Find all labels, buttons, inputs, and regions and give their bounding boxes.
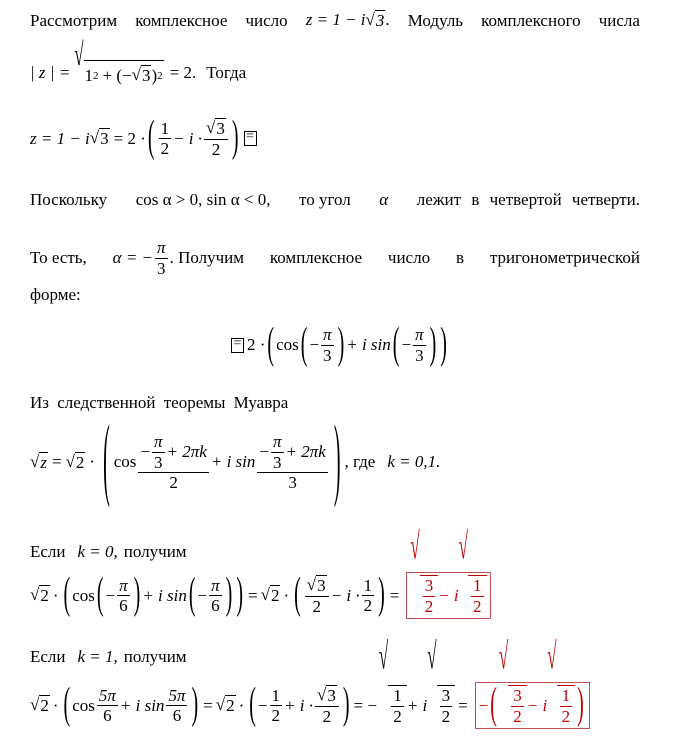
text: 2 — [312, 596, 321, 616]
text: + i sin — [346, 335, 391, 355]
text: + 2πk — [285, 442, 326, 462]
text: комплексное — [135, 10, 228, 30]
text: k = 0,1. — [387, 452, 441, 472]
line-k0 — [30, 542, 187, 562]
line-quadrant — [30, 190, 640, 210]
text: = 2. — [169, 63, 197, 82]
text: = — [203, 695, 213, 715]
line-alpha — [30, 238, 640, 278]
text: 3 — [100, 129, 109, 149]
parenthesis: ( — [249, 680, 256, 729]
text: Из следственной теоремы Муавра — [30, 393, 289, 412]
radical-sign-icon: √ — [365, 10, 375, 29]
text: комплексного — [481, 10, 581, 30]
line-trig-form — [228, 319, 449, 369]
text: 2 — [441, 706, 451, 726]
text: 2 — [393, 706, 402, 726]
text: 3 — [441, 686, 451, 705]
text: 3 — [415, 345, 424, 365]
parenthesis: ) — [337, 319, 345, 369]
parenthesis: ) — [225, 570, 233, 619]
equals-box: = — [231, 338, 244, 353]
radical-sign-icon: √ — [410, 525, 420, 568]
text: 3 — [323, 345, 332, 365]
text: cos — [72, 585, 95, 605]
text: То есть, — [30, 248, 87, 268]
parenthesis: ( — [267, 319, 275, 369]
text: 1 — [160, 118, 170, 138]
text: 1 — [84, 65, 94, 85]
text: 2 — [271, 706, 281, 726]
text: cos α > 0, sin α < 0, — [135, 190, 271, 209]
radical-sign-icon: √ — [547, 635, 557, 678]
parenthesis: ( — [103, 409, 110, 511]
text: 3 — [327, 686, 336, 705]
text: 3 — [141, 66, 151, 85]
text: 2 — [93, 69, 99, 82]
parenthesis: ) — [429, 319, 437, 369]
text: 3 — [375, 11, 385, 30]
text: 3 — [273, 452, 282, 472]
parenthesis: ) — [236, 570, 244, 619]
text: 2 — [226, 696, 235, 716]
text: 2 — [211, 139, 221, 159]
line-root-formula — [30, 409, 441, 511]
radical-sign-icon: √ — [378, 635, 389, 678]
text: 3 — [513, 686, 522, 705]
text: k = 1, — [77, 647, 118, 666]
text: 2 — [160, 139, 170, 159]
text: − — [140, 442, 151, 462]
text: то угол — [299, 190, 351, 209]
radical-sign-icon: √ — [316, 685, 327, 704]
text: 3 — [288, 473, 297, 493]
text: − i · — [330, 585, 360, 605]
text: | z | = — [30, 63, 71, 82]
text: − — [309, 335, 320, 355]
text: − — [257, 695, 268, 715]
text: 2 — [40, 696, 49, 716]
text: − i — [438, 585, 459, 605]
parenthesis: ) — [440, 319, 447, 369]
radical-sign-icon: √ — [30, 695, 40, 715]
line-k1 — [30, 647, 187, 667]
text: комплексное — [269, 248, 363, 268]
text: 2 — [169, 473, 178, 493]
line-modulus — [30, 36, 247, 86]
text: α — [379, 190, 389, 209]
parenthesis: ( — [63, 570, 71, 619]
text: k = 0, — [77, 542, 118, 561]
text: число — [387, 248, 431, 268]
text: π — [272, 432, 282, 451]
line-form — [30, 285, 81, 305]
text: + (− — [102, 65, 132, 85]
text: z = 1 − i — [30, 128, 90, 148]
radical-sign-icon: √ — [131, 65, 141, 84]
radical-sign-icon: √ — [206, 118, 216, 137]
text: Рассмотрим — [30, 10, 118, 30]
text: 1 — [473, 576, 482, 595]
text: π — [323, 325, 332, 344]
text: − — [478, 695, 489, 715]
text: cos — [113, 452, 137, 472]
text: z = 1 − i — [305, 10, 366, 29]
radical-sign-icon: √ — [74, 36, 84, 73]
text: = — [51, 452, 62, 472]
text: 2 — [157, 69, 163, 82]
radical-sign-icon: √ — [65, 451, 75, 471]
parenthesis: ( — [63, 680, 71, 729]
text: . Получим — [169, 248, 245, 268]
text: 6 — [103, 706, 112, 726]
text: число — [245, 10, 288, 30]
equals-box: = — [244, 131, 257, 146]
text: 5π — [168, 685, 186, 705]
text: . — [385, 10, 390, 29]
parenthesis: ( — [147, 113, 155, 162]
text: · — [52, 585, 59, 605]
text: 1 — [271, 685, 281, 705]
answer-k0-box — [406, 525, 490, 619]
text: получим — [123, 542, 187, 561]
text: · — [238, 695, 245, 715]
text: 3 — [317, 576, 326, 595]
parenthesis: ) — [133, 570, 141, 619]
text: в — [455, 248, 464, 268]
radical-sign-icon: √ — [458, 525, 468, 568]
text: форме: — [30, 285, 81, 304]
text: 2 — [40, 586, 49, 606]
text: 2 — [424, 596, 434, 616]
text: Тогда — [206, 63, 247, 82]
text: − — [197, 585, 208, 605]
text: z — [40, 452, 47, 472]
text: = — [389, 585, 400, 605]
text: π — [119, 575, 128, 595]
text: 6 — [119, 596, 128, 616]
text: · — [89, 452, 96, 472]
radical-sign-icon: √ — [89, 128, 100, 148]
radical-sign-icon: √ — [30, 585, 40, 605]
text: 3 — [157, 258, 166, 278]
formula-z — [306, 10, 390, 31]
text: Если — [30, 542, 66, 561]
text: = — [458, 695, 468, 715]
text: · — [52, 695, 59, 715]
parenthesis: ( — [96, 570, 104, 619]
text: cos — [72, 695, 95, 715]
text: π — [415, 325, 424, 344]
text: Если — [30, 647, 66, 666]
parenthesis: ( — [392, 319, 400, 369]
parenthesis: ) — [577, 680, 584, 729]
text: π — [154, 432, 163, 451]
text: 6 — [172, 706, 182, 726]
text: π — [211, 575, 220, 595]
parenthesis: ) — [342, 680, 350, 729]
text: 2 — [322, 706, 332, 726]
text: Поскольку — [30, 190, 108, 209]
radical-sign-icon: √ — [30, 451, 40, 471]
text: · — [283, 585, 290, 605]
text: 2 — [363, 596, 373, 616]
text: − — [401, 335, 412, 355]
text: , где — [344, 452, 376, 472]
text: = − — [353, 695, 377, 715]
text: α = − — [112, 248, 154, 268]
parenthesis: ) — [378, 570, 385, 619]
text: получим — [123, 647, 187, 666]
text: 3 — [154, 452, 163, 472]
radical-sign-icon: √ — [306, 575, 317, 594]
text: Модуль — [407, 10, 464, 30]
line-intro — [30, 10, 640, 31]
text: 2 — [561, 706, 571, 726]
text: 2 — [270, 586, 280, 606]
text: − i — [526, 695, 548, 715]
text: 1 — [561, 686, 571, 705]
radical-sign-icon: √ — [498, 635, 509, 678]
text: + 2πk — [166, 442, 207, 462]
text: 2 — [513, 706, 522, 726]
text: + i — [406, 695, 428, 715]
line-moivre — [30, 393, 288, 413]
radical-sign-icon: √ — [215, 695, 226, 715]
text: cos — [276, 335, 299, 355]
text: 2 · — [247, 335, 266, 355]
text: 1 — [363, 575, 373, 595]
text: 2 — [75, 452, 85, 472]
text: + i sin — [119, 695, 165, 715]
text: 1 — [393, 686, 402, 705]
text: − i · — [173, 128, 203, 148]
text: = — [248, 585, 258, 605]
parenthesis: ( — [188, 570, 196, 619]
text: = 2 · — [113, 128, 146, 148]
text: π — [157, 238, 166, 257]
text: тригонометрической — [489, 248, 640, 268]
text: + i sin — [142, 585, 187, 605]
text: числа — [598, 10, 640, 30]
text: + i · — [284, 695, 313, 715]
text: 5π — [98, 685, 116, 705]
parenthesis: ( — [294, 570, 301, 619]
text: − — [259, 442, 269, 462]
parenthesis: ( — [300, 319, 308, 369]
text: 6 — [211, 596, 220, 616]
radical-sign-icon: √ — [427, 635, 437, 678]
text: + i sin — [210, 452, 256, 472]
text: 2 — [473, 596, 482, 616]
text: − — [105, 585, 116, 605]
radical-sign-icon: √ — [260, 585, 270, 605]
answer-k1-box — [475, 635, 590, 729]
text: лежит в четвертой четверти. — [416, 190, 640, 209]
line-algebraic-form — [30, 113, 260, 162]
text: 3 — [216, 119, 225, 138]
parenthesis: ) — [191, 680, 199, 729]
text: ) — [151, 65, 158, 85]
parenthesis: ) — [231, 113, 239, 162]
text: 3 — [424, 576, 434, 595]
parenthesis: ( — [490, 680, 497, 729]
parenthesis: ) — [333, 409, 341, 511]
